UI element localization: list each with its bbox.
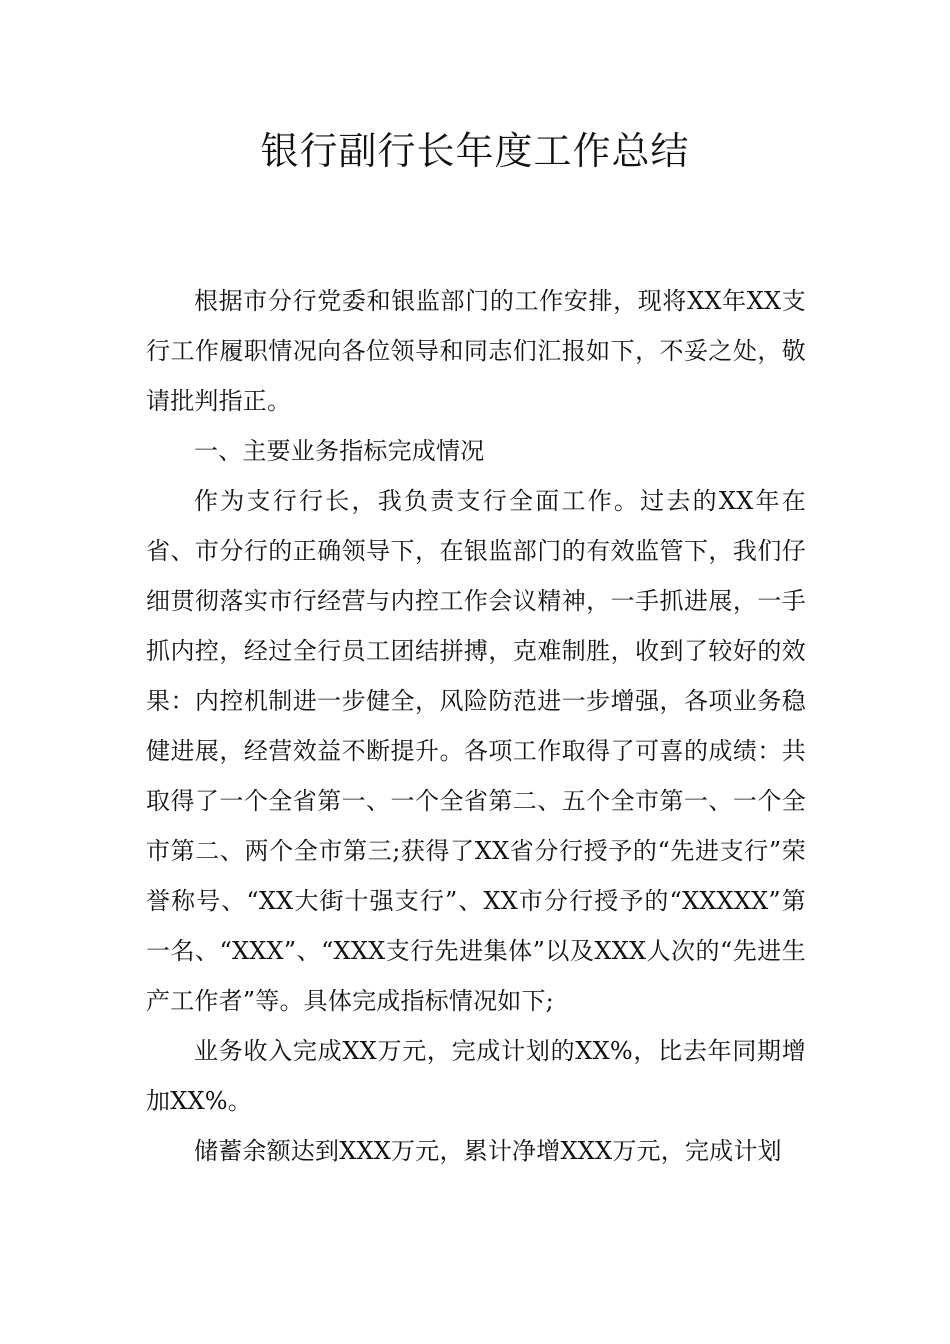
document-body [146,276,806,1176]
paragraph-savings: 储蓄余额达到XXX万元，累计净增XXX万元，完成计划 [194,1137,782,1165]
paragraph-revenue: 业务收入完成XX万元，完成计划的XX%，比去年同期增加XX%。 [146,1037,806,1115]
document-title: 银行副行长年度工作总结 [260,129,690,173]
section-heading-1: 一、主要业务指标完成情况 [194,437,485,465]
paragraph-overview: 作为支行行长，我负责支行全面工作。过去的XX年在省、市分行的正确领导下，在银监部门的有效监管下，我们仔细贯彻落实市行经营与内控工作会议精神，一手抓进展，一手抓内控，经过全行员工团结拼搏，克难制胜，收到了较好的效果：内控机制进一步健全，风险防范进一步增强，各项业务稳健进展，经营效益不断提升。各项工作取得了可喜的成绩：共取得了一个全省第一、一个全省第二、五个全市第一、一个全市第二、两个全市第三;获得了XX省分行授予的“先进支行”荣誉称号、“XX大街十强支行”、XX市分行授予的“XXXXX”第一名、“XXX”、“XXX支行先进集体”以及XXX人次的“先进生产工作者”等。具体完成指标情况如下; [146,487,806,1015]
paragraph-intro: 根据市分行党委和银监部门的工作安排，现将XX年XX支行工作履职情况向各位领导和同志们汇报如下，不妥之处，敬请批判指正。 [146,287,806,415]
